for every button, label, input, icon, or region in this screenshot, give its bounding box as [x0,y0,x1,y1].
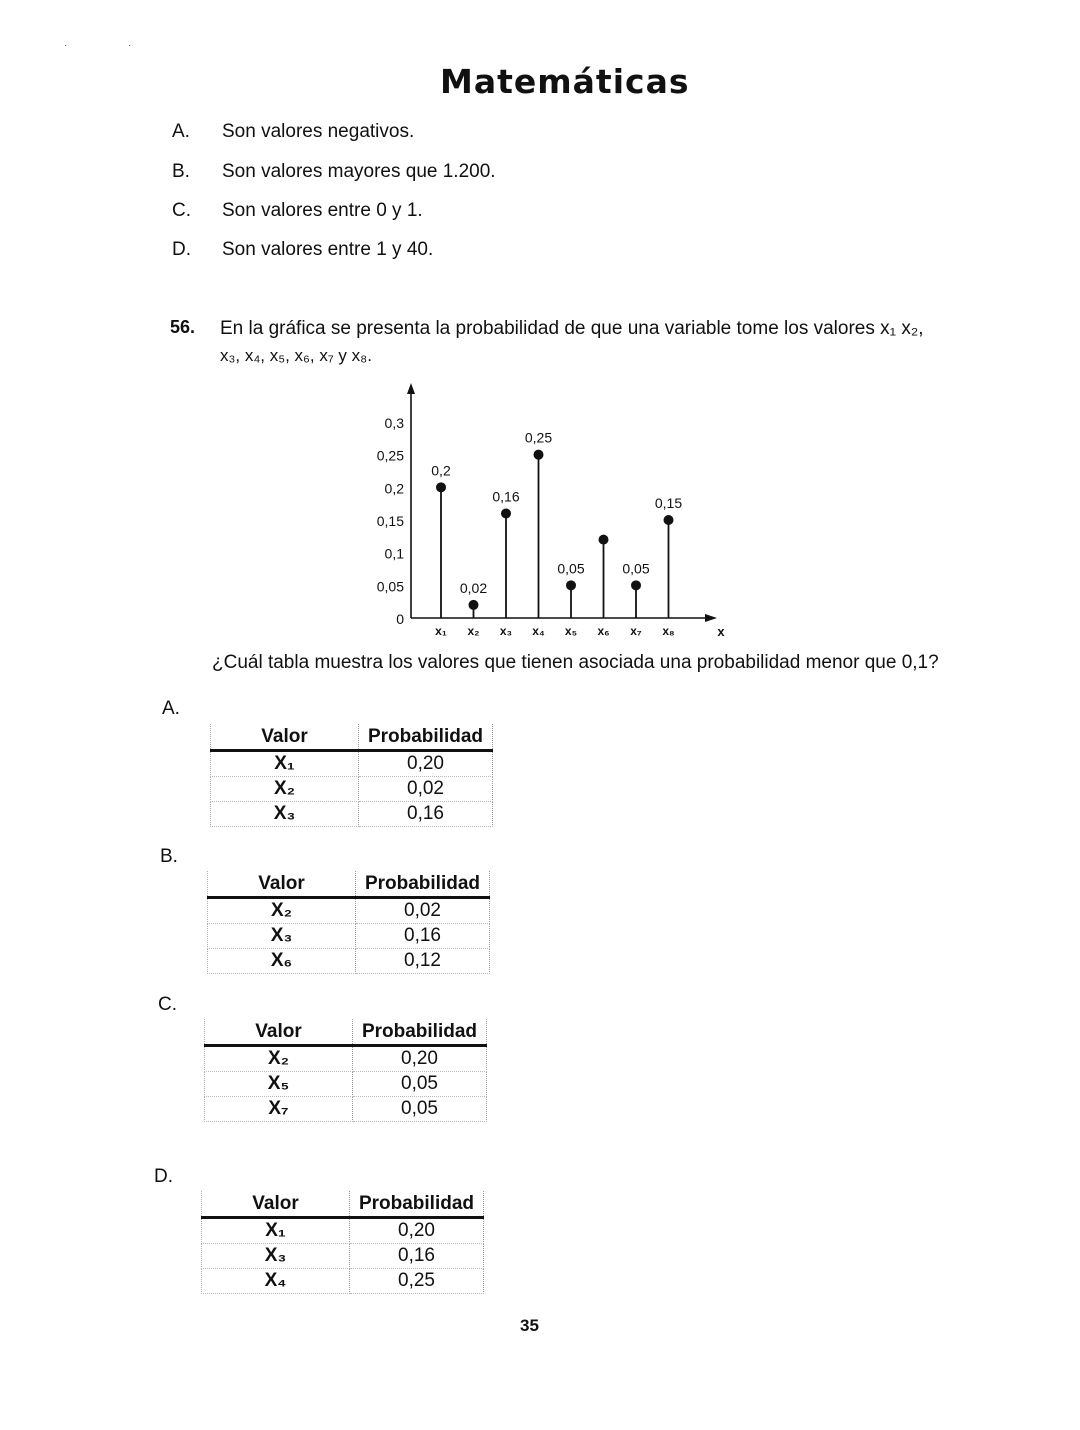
answer-table-b [207,871,490,974]
x-tick-label: x₅ [564,624,578,638]
question-text [220,315,980,369]
value-cell: X₂ [211,777,359,802]
question-text-line-1: En la gráfica se presenta la probabilidad de que una variable tome los valores x₁ x₂, [220,318,924,339]
y-tick-label: 0,3 [384,415,404,431]
probability-cell: 0,05 [353,1097,487,1122]
page-title: Matemáticas [440,62,690,101]
table-row [208,924,490,949]
stem-marker [436,482,446,492]
probability-cell: 0,12 [356,949,490,974]
x-tick-label: x₄ [532,624,545,638]
table-row [211,751,493,777]
option-letter: B. [172,161,190,182]
prev-option-d [172,239,433,261]
data-label: 0,02 [459,579,488,596]
table-header-value: Valor [211,724,359,751]
answer-letter-b: B. [160,846,178,867]
table-header-value: Valor [202,1191,350,1218]
value-cell: X₃ [202,1244,350,1269]
scan-speck: · [128,40,132,51]
y-tick-label: 0,2 [384,480,404,497]
probability-cell: 0,02 [359,777,493,802]
option-text: Son valores entre 0 y 1. [222,200,423,221]
table-row [202,1269,484,1294]
stem-marker [566,580,576,590]
answer-letter-a: A. [162,698,180,719]
table-row [211,777,493,802]
probability-cell: 0,20 [353,1046,487,1072]
x-tick-label: x₇ [630,624,642,638]
x-tick-label: x₂ [467,624,480,638]
y-tick-label: 0,25 [376,447,404,464]
table-header-probability: Probabilidad [356,871,490,898]
option-text: Son valores entre 1 y 40. [222,239,434,260]
stem-marker [631,580,641,590]
probability-cell: 0,20 [350,1218,484,1244]
probability-cell: 0,05 [353,1072,487,1097]
option-letter: D. [172,239,191,260]
answer-letter-d: D. [154,1166,173,1187]
stem-marker [534,450,544,460]
y-tick-label: 0 [396,611,404,627]
answer-letter-c: C. [158,994,177,1015]
value-cell: X₂ [208,898,356,924]
data-label: 0,05 [622,560,650,577]
question-ask: ¿Cuál tabla muestra los valores que tienen asociada una probabilidad menor que 0,1? [212,652,939,673]
value-cell: X₁ [202,1218,350,1244]
y-tick-label: 0,05 [376,578,404,595]
probability-cell: 0,16 [356,924,490,949]
value-cell: X₅ [205,1072,353,1097]
answer-table-d [201,1191,484,1294]
data-label: 0,16 [492,488,520,505]
stem-marker [599,535,609,545]
x-tick-label: x₁ [435,624,447,638]
data-label: 0,05 [557,560,585,577]
data-label: 0,25 [524,429,553,446]
value-cell: X₄ [202,1269,350,1294]
x-axis-label: x [717,624,725,639]
probability-cell: 0,16 [350,1244,484,1269]
table-row [205,1097,487,1122]
x-axis-arrow [705,614,717,622]
page-number: 35 [520,1316,539,1335]
value-cell: X₆ [208,949,356,974]
option-letter: A. [172,121,190,142]
data-label: 0,15 [654,495,683,511]
prev-option-b [172,161,496,183]
table-row [205,1072,487,1097]
data-label: 0,2 [431,462,451,479]
answer-table-c [204,1019,487,1122]
stem-marker [664,515,674,525]
table-header-probability: Probabilidad [353,1019,487,1046]
table-row [211,802,493,827]
y-axis-arrow [407,383,415,394]
value-cell: X₂ [205,1046,353,1072]
table-row [202,1244,484,1269]
prev-option-c [172,200,423,222]
probability-stem-chart [355,380,745,640]
table-header-probability: Probabilidad [359,724,493,751]
value-cell: X₃ [211,802,359,827]
y-tick-label: 0,1 [384,545,404,562]
probability-cell: 0,25 [350,1269,484,1294]
table-row [208,898,490,924]
prev-option-a [172,121,414,143]
answer-table-a [210,724,493,827]
stem-marker [501,508,511,518]
table-header-value: Valor [205,1019,353,1046]
scan-speck: · [64,40,68,51]
question-number: 56. [170,317,196,337]
value-cell: X₇ [205,1097,353,1122]
probability-cell: 0,02 [356,898,490,924]
table-row [205,1046,487,1072]
option-letter: C. [172,200,191,221]
x-tick-label: x₈ [662,624,675,638]
value-cell: X₃ [208,924,356,949]
table-header-probability: Probabilidad [350,1191,484,1218]
x-tick-label: x₃ [499,624,513,638]
table-row [202,1218,484,1244]
option-text: Son valores mayores que 1.200. [222,161,496,182]
stem-marker [469,600,479,610]
option-text: Son valores negativos. [222,121,415,142]
probability-cell: 0,16 [359,802,493,827]
x-tick-label: x₆ [597,624,610,638]
question-text-line-2: x₃, x₄, x₅, x₆, x₇ y x₈. [220,346,372,365]
table-row [208,949,490,974]
y-tick-label: 0,15 [376,513,404,529]
table-header-value: Valor [208,871,356,898]
value-cell: X₁ [211,751,359,777]
probability-cell: 0,20 [359,751,493,777]
